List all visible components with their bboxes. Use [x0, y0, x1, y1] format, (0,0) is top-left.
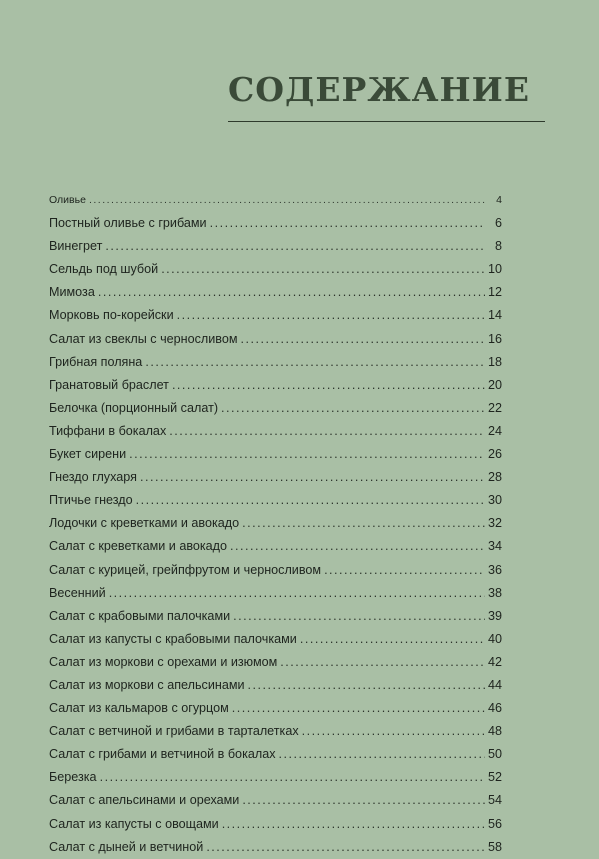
toc-entry-page-number: 20: [487, 377, 502, 392]
toc-entry[interactable]: [49, 212, 502, 235]
toc-entry[interactable]: [49, 535, 502, 558]
toc-entry-page-number: 24: [487, 423, 502, 438]
toc-entry[interactable]: [49, 836, 502, 859]
toc-dot-leader: [242, 789, 485, 812]
toc-dot-leader: [105, 235, 485, 258]
toc-entry[interactable]: [49, 789, 502, 812]
toc-entry-title: Салат из моркови с апельсинами: [49, 677, 245, 692]
toc-entry-title: Винегрет: [49, 239, 103, 254]
toc-entry[interactable]: [49, 489, 502, 512]
toc-entry-title: Березка: [49, 770, 97, 785]
toc-entry[interactable]: [49, 420, 502, 443]
toc-entry-title: Салат из кальмаров с огурцом: [49, 701, 229, 716]
toc-entry-page-number: 58: [487, 839, 502, 854]
toc-dot-leader: [161, 258, 485, 281]
toc-entry-page-number: 56: [487, 816, 502, 831]
toc-entry[interactable]: [49, 189, 502, 212]
toc-entry-title: Салат из моркови с орехами и изюмом: [49, 654, 278, 669]
toc-entry[interactable]: [49, 813, 502, 836]
toc-entry[interactable]: [49, 697, 502, 720]
toc-entry-page-number: 54: [487, 793, 502, 808]
toc-entry-title: Салат с крабовыми палочками: [49, 608, 231, 623]
toc-entry[interactable]: [49, 235, 502, 258]
table-of-contents: [49, 189, 502, 859]
toc-dot-leader: [177, 304, 485, 327]
toc-entry-title: Оливье: [49, 194, 86, 206]
toc-dot-leader: [140, 466, 485, 489]
toc-entry[interactable]: [49, 559, 502, 582]
toc-dot-leader: [222, 813, 485, 836]
toc-entry-page-number: 32: [487, 516, 502, 531]
toc-entry[interactable]: [49, 720, 502, 743]
toc-entry-title: Салат с ветчиной и грибами в тарталетках: [49, 724, 299, 739]
toc-dot-leader: [230, 535, 485, 558]
toc-dot-leader: [129, 443, 485, 466]
toc-entry[interactable]: [49, 258, 502, 281]
toc-dot-leader: [145, 351, 485, 374]
toc-dot-leader: [232, 697, 485, 720]
toc-dot-leader: [89, 189, 485, 212]
toc-dot-leader: [206, 836, 485, 859]
toc-entry-page-number: 22: [487, 400, 502, 415]
toc-entry-title: Салат с дыней и ветчиной: [49, 839, 204, 854]
toc-dot-leader: [100, 766, 485, 789]
toc-entry-page-number: 4: [496, 194, 502, 206]
toc-entry-page-number: 42: [487, 654, 502, 669]
toc-dot-leader: [300, 628, 485, 651]
toc-dot-leader: [279, 743, 485, 766]
toc-dot-leader: [210, 212, 485, 235]
toc-entry-page-number: 16: [487, 331, 502, 346]
toc-entry[interactable]: [49, 397, 502, 420]
toc-entry-page-number: 10: [487, 262, 502, 277]
toc-entry[interactable]: [49, 628, 502, 651]
toc-entry[interactable]: [49, 582, 502, 605]
toc-entry[interactable]: [49, 374, 502, 397]
toc-entry-title: Мимоза: [49, 285, 95, 300]
toc-entry-page-number: 39: [487, 608, 502, 623]
toc-entry-title: Салат из свеклы с черносливом: [49, 331, 238, 346]
toc-entry-title: Салат с апельсинами и орехами: [49, 793, 240, 808]
toc-entry-page-number: 36: [487, 562, 502, 577]
toc-entry-title: Гнездо глухаря: [49, 470, 137, 485]
toc-entry-title: Постный оливье с грибами: [49, 216, 207, 231]
toc-entry[interactable]: [49, 743, 502, 766]
toc-dot-leader: [248, 674, 485, 697]
toc-entry-title: Белочка (порционный салат): [49, 400, 219, 415]
toc-entry-page-number: 40: [487, 631, 502, 646]
title-underline: [228, 121, 545, 122]
toc-entry-title: Грибная поляна: [49, 354, 143, 369]
toc-entry-page-number: 30: [487, 493, 502, 508]
toc-entry-page-number: 12: [487, 285, 502, 300]
toc-entry-title: Салат с грибами и ветчиной в бокалах: [49, 747, 276, 762]
toc-entry-page-number: 50: [487, 747, 502, 762]
toc-dot-leader: [172, 374, 485, 397]
toc-dot-leader: [221, 397, 485, 420]
toc-entry[interactable]: [49, 351, 502, 374]
toc-entry-page-number: 26: [487, 447, 502, 462]
toc-entry[interactable]: [49, 443, 502, 466]
toc-entry-page-number: 48: [487, 724, 502, 739]
toc-entry[interactable]: [49, 605, 502, 628]
toc-dot-leader: [242, 512, 485, 535]
toc-dot-leader: [324, 559, 485, 582]
toc-entry-title: Салат из капусты с овощами: [49, 816, 219, 831]
toc-entry-page-number: 34: [487, 539, 502, 554]
toc-entry-title: Морковь по-корейски: [49, 308, 174, 323]
toc-entry[interactable]: [49, 766, 502, 789]
toc-entry-title: Букет сирени: [49, 447, 127, 462]
page-title: СОДЕРЖАНИЕ: [228, 70, 531, 109]
toc-entry-page-number: 8: [494, 239, 502, 254]
toc-entry-page-number: 46: [487, 701, 502, 716]
toc-entry-title: Весенний: [49, 585, 106, 600]
toc-entry[interactable]: [49, 651, 502, 674]
toc-entry-title: Салат из капусты с крабовыми палочками: [49, 631, 297, 646]
toc-entry-title: Сельдь под шубой: [49, 262, 159, 277]
toc-dot-leader: [302, 720, 485, 743]
toc-entry[interactable]: [49, 328, 502, 351]
toc-entry-title: Гранатовый браслет: [49, 377, 169, 392]
toc-entry[interactable]: [49, 281, 502, 304]
toc-dot-leader: [136, 489, 485, 512]
toc-dot-leader: [241, 328, 485, 351]
toc-entry-title: Птичье гнездо: [49, 493, 133, 508]
toc-entry-page-number: 14: [487, 308, 502, 323]
toc-entry-title: Салат с креветками и авокадо: [49, 539, 228, 554]
toc-entry-page-number: 6: [494, 216, 502, 231]
toc-dot-leader: [233, 605, 485, 628]
toc-entry[interactable]: [49, 512, 502, 535]
toc-entry-page-number: 38: [487, 585, 502, 600]
toc-entry-page-number: 44: [487, 677, 502, 692]
toc-dot-leader: [109, 582, 485, 605]
toc-entry-title: Тиффани в бокалах: [49, 423, 167, 438]
toc-entry-page-number: 18: [487, 354, 502, 369]
toc-entry-title: Салат с курицей, грейпфрутом и черносливом: [49, 562, 322, 577]
toc-entry[interactable]: [49, 674, 502, 697]
toc-dot-leader: [169, 420, 485, 443]
toc-entry-page-number: 28: [487, 470, 502, 485]
toc-entry[interactable]: [49, 304, 502, 327]
toc-entry[interactable]: [49, 466, 502, 489]
toc-entry-title: Лодочки с креветками и авокадо: [49, 516, 240, 531]
toc-dot-leader: [98, 281, 485, 304]
toc-entry-page-number: 52: [487, 770, 502, 785]
toc-dot-leader: [280, 651, 485, 674]
